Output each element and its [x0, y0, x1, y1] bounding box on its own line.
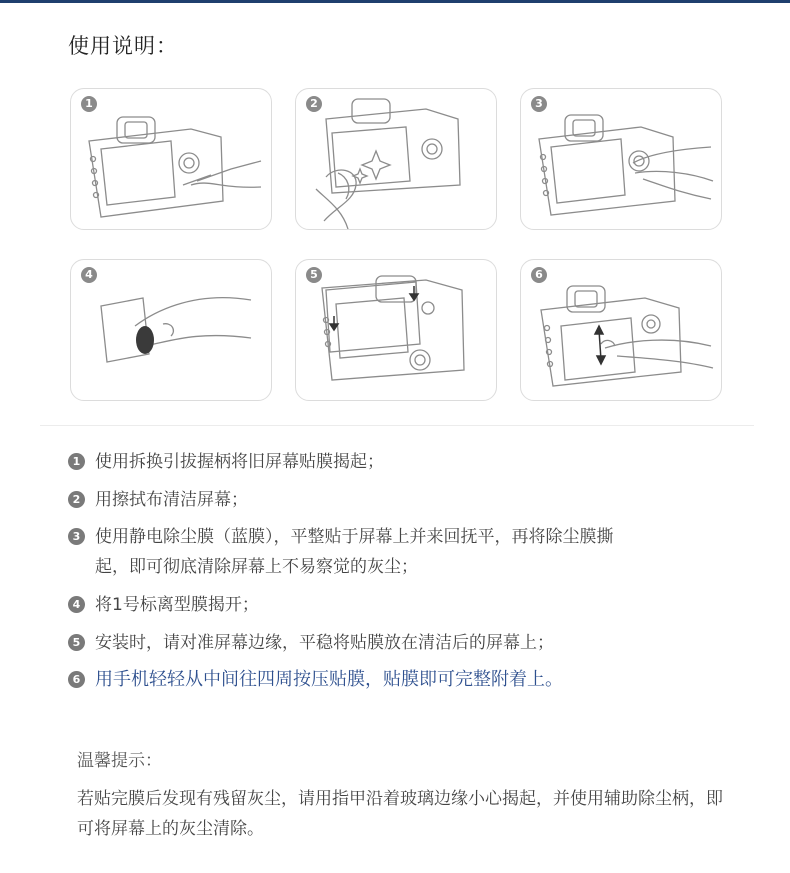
instruction-6: [68, 665, 563, 695]
step-card-3: [520, 88, 722, 230]
instruction-number: 4: [68, 596, 85, 613]
step-card-6: [520, 259, 722, 401]
camera-press-film-icon: [521, 260, 721, 400]
instruction-text: 用擦拭布清洁屏幕；: [95, 490, 248, 510]
instruction-5: [68, 628, 554, 658]
step-card-1: [70, 88, 272, 230]
camera-dust-film-icon: [521, 89, 721, 229]
instruction-number: 3: [68, 528, 85, 545]
divider: [40, 425, 754, 426]
instruction-3: [68, 522, 614, 582]
camera-peel-old-film-icon: [71, 89, 271, 229]
step-number: 4: [81, 267, 97, 283]
step-card-2: [295, 88, 497, 230]
instruction-2: [68, 485, 248, 515]
peel-label-1-icon: [71, 260, 271, 400]
step-number: 2: [306, 96, 322, 112]
tip-title: 温馨提示：: [77, 751, 162, 771]
instruction-text: 使用静电除尘膜（蓝膜），平整贴于屏幕上并来回抚平，再将除尘膜撕: [95, 527, 614, 547]
instruction-4: [68, 590, 259, 620]
instruction-1: [68, 447, 384, 477]
camera-place-film-icon: [296, 260, 496, 400]
step-number: 1: [81, 96, 97, 112]
step-card-5: [295, 259, 497, 401]
step-number: 3: [531, 96, 547, 112]
step-number: 5: [306, 267, 322, 283]
instruction-text-continued: 起，即可彻底清除屏幕上不易察觉的灰尘；: [95, 557, 418, 577]
step-card-4: [70, 259, 272, 401]
tip-body: 若贴完膜后发现有残留灰尘，请用指甲沿着玻璃边缘小心揭起，并使用辅助除尘柄，即可将屏幕上的灰尘清除。: [77, 789, 723, 839]
instruction-number: 6: [68, 671, 85, 688]
instruction-text: 用手机轻轻从中间往四周按压贴膜，贴膜即可完整附着上。: [95, 669, 563, 690]
instruction-text: 将1号标离型膜揭开；: [95, 595, 259, 615]
camera-wipe-cloth-icon: [296, 89, 496, 229]
page-title: 使用说明：: [68, 34, 178, 58]
instruction-number: 5: [68, 634, 85, 651]
top-rule: [0, 0, 790, 3]
instruction-number: 2: [68, 491, 85, 508]
step-number: 6: [531, 267, 547, 283]
instruction-number: 1: [68, 453, 85, 470]
instruction-text: 使用拆换引拔握柄将旧屏幕贴膜揭起；: [95, 452, 384, 472]
instruction-text: 安装时，请对准屏幕边缘，平稳将贴膜放在清洁后的屏幕上；: [95, 633, 554, 653]
